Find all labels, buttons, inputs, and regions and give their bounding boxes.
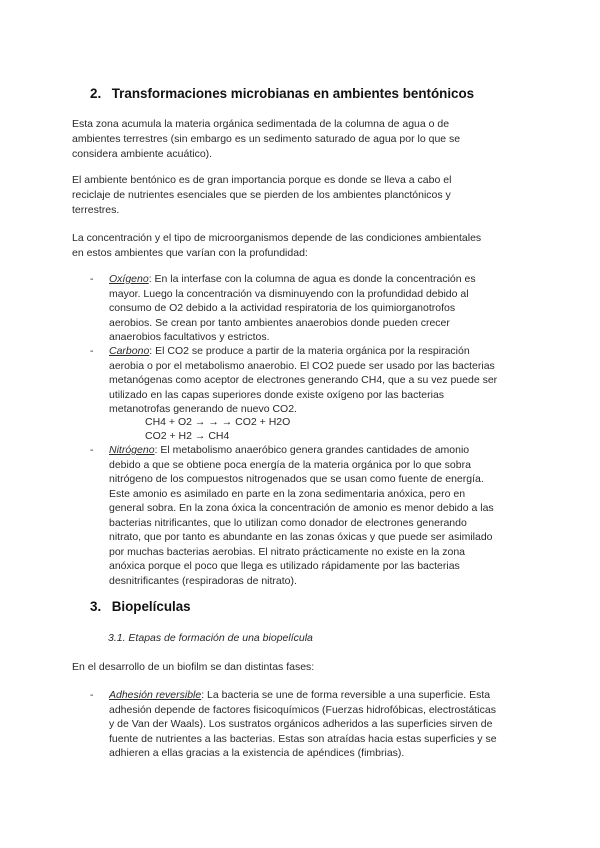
paragraph-2 bbox=[72, 173, 542, 218]
paragraph-line: reciclaje de nutrientes esenciales que se pierden de los ambientes planctónicos y bbox=[72, 189, 451, 201]
paragraph-line: en estos ambientes que varían con la profundidad: bbox=[72, 247, 308, 259]
section-2-heading bbox=[90, 86, 474, 101]
list-item-line: y de Van der Waals). Los sustratos orgánicos adheridos a las superficies sirven de bbox=[109, 718, 493, 730]
list-item-line: : El CO2 se produce a partir de la materia orgánica por la respiración bbox=[149, 345, 470, 357]
paragraph-line: La concentración y el tipo de microorganismos depende de las condiciones ambientales bbox=[72, 232, 482, 244]
paragraph-3 bbox=[72, 231, 542, 261]
list-item-line: desnitrificantes (respiradoras de nitrato). bbox=[109, 574, 297, 587]
list-item-line: anaerobios facultativos y estrictos. bbox=[109, 331, 270, 343]
list-item-line: aerobios. Se crean por tanto ambientes anaerobios donde pueden crecer bbox=[109, 316, 450, 329]
list-item-line: aerobia o por el metabolismo anaerobio. El CO2 puede ser usado por las bacterias bbox=[109, 359, 495, 372]
term-oxigeno: Oxígeno bbox=[109, 273, 149, 285]
list-item-line: metanógenas como aceptor de electrones generando CH4, que a su vez puede ser bbox=[109, 374, 498, 386]
list-item-line: consumo de O2 debido a la actividad respiratoria de los quimiorganotrofos bbox=[109, 302, 456, 314]
bullet-dash: - bbox=[90, 689, 94, 701]
term-carbono: Carbono bbox=[109, 345, 150, 357]
list-item-line: Este amonio es asimilado en parte en la zona sedimentaria anóxica, pero en bbox=[109, 487, 466, 500]
paragraph-1 bbox=[72, 117, 542, 162]
list-item-line: por muchas bacterias aerobias. El nitrato prácticamente no existe en la zona bbox=[109, 545, 466, 558]
bullet-dash: - bbox=[90, 444, 94, 456]
section-2-number: 2. bbox=[90, 86, 102, 101]
equation-2: CO2 + H2 → CH4 bbox=[145, 430, 230, 442]
list-item-line: bacterias nitrificantes, que lo utilizan como donador de electrones generando bbox=[109, 516, 467, 529]
paragraph-line: En el desarrollo de un biofilm se dan distintas fases: bbox=[72, 661, 315, 673]
list-item-line: nitrato, que por tanto es abundante en las zonas óxicas y que puede ser asimilado bbox=[109, 531, 493, 543]
paragraph-intro-biofilm bbox=[72, 660, 542, 675]
paragraph-line: Esta zona acumula la materia orgánica sedimentada de la columna de agua o de bbox=[72, 118, 450, 130]
list-item-line: mayor. Luego la concentración va disminuyendo con la profundidad debido al bbox=[109, 287, 469, 300]
list-item-line: : La bacteria se une de forma reversible a una superficie. Esta bbox=[201, 689, 491, 701]
section-3-heading bbox=[90, 599, 191, 614]
list-item-line: fuente de nutrientes a las bacterias. Estas son atraídas hacia estas superficies y se bbox=[109, 732, 497, 745]
list-item-line: utilizado en las capas superiores donde existe oxígeno por las bacterias bbox=[109, 388, 445, 401]
list-item-line: : El metabolismo anaeróbico genera grandes cantidades de amonio bbox=[154, 444, 470, 456]
section-3-number: 3. bbox=[90, 599, 102, 614]
list-item-line: anóxica porque el poco que llega es utilizado rápidamente por las bacterias bbox=[109, 560, 460, 572]
list-item-line: : En la interfase con la columna de agua es donde la concentración es bbox=[148, 273, 476, 285]
list-item-line: adhieren a ellas gracias a la existencia de apéndices (fimbrias). bbox=[109, 747, 405, 759]
term-nitrogeno: Nitrógeno bbox=[109, 444, 155, 456]
term-adhesion-reversible: Adhesión reversible bbox=[109, 689, 202, 701]
paragraph-line: El ambiente bentónico es de gran importancia porque es donde se lleva a cabo el bbox=[72, 174, 452, 186]
bullet-dash: - bbox=[90, 345, 94, 357]
list-item-line: general sobra. En la zona óxica la concentración de amonio es menor debido a las bbox=[109, 502, 494, 514]
equation-1: CH4 + O2 → → → CO2 + H2O bbox=[145, 416, 291, 428]
paragraph-line: ambientes terrestres (sin embargo es un sedimento saturado de agua por lo que se bbox=[72, 133, 461, 145]
list-item-line: adhesión depende de factores fisicoquímicos (Fuerzas hidrofóbicas, electrostáticas bbox=[109, 703, 496, 716]
paragraph-line: considera ambiente acuático). bbox=[72, 148, 213, 160]
list-item-line: metanotrofas generando de nuevo CO2. bbox=[109, 403, 297, 415]
list-item-line: debido a que se obtiene poca energía de la materia orgánica por lo que sobra bbox=[109, 458, 471, 471]
list-item-line: nitrógeno de los compuestos nitrogenados que se usan como fuente de energía. bbox=[109, 473, 484, 485]
section-2-title: Transformaciones microbianas en ambientes bentónicos bbox=[111, 86, 475, 101]
section-3-title: Biopelículas bbox=[111, 599, 191, 614]
bullet-dash: - bbox=[90, 273, 94, 285]
subsection-3-1-heading: 3.1. Etapas de formación de una biopelícula bbox=[108, 632, 313, 644]
paragraph-line: terrestres. bbox=[72, 204, 120, 216]
